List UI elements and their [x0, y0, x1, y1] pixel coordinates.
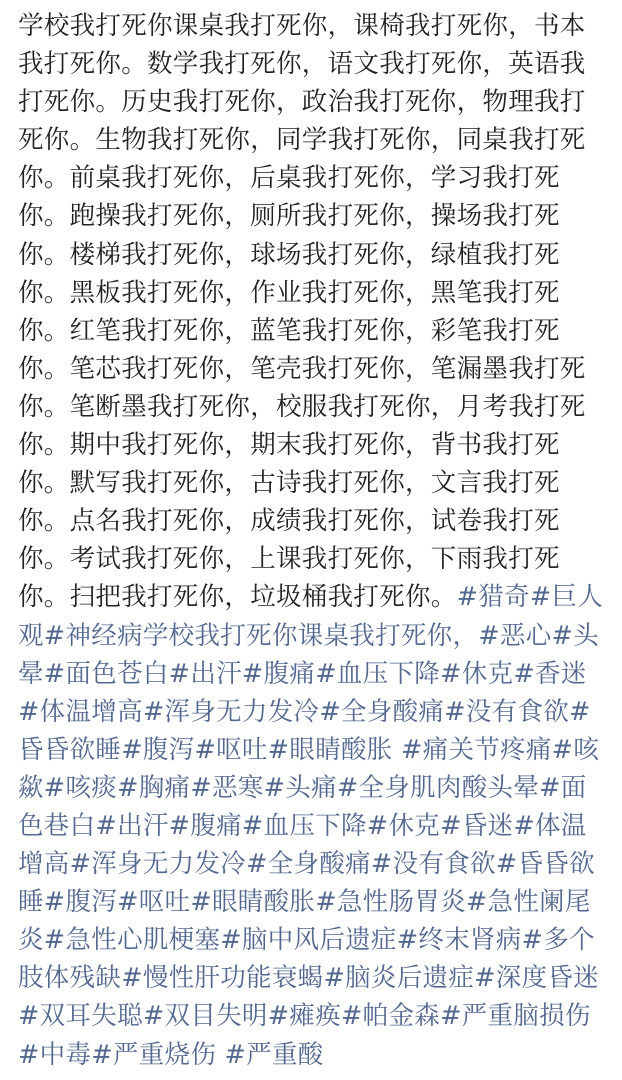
- post-body: [18, 7, 608, 1074]
- hashtag-text[interactable]: #猎奇#巨人观#神经病学校我打死你课桌我打死你，#恶心#头晕#面色苍白#出汗#腹痛#血压下降#休克#香迷#体温增高#浑身无力发冷#全身酸痛#没有食欲#昏昏欲睡#腹泻#呕吐#眼睛酸胀 #痛关节疼痛#咳歘#咳痰#胸痛#恶寒#头痛#全身肌肉酸头晕#面色巷白#出汗#腹痛#血压下降#休克#昏迷#体温增高#浑身无力发冷#全身酸痛#没有食欲#昏昏欲睡#腹泻#呕吐#眼睛酸胀#急性肠胃炎#急性阑尾炎#急性心肌梗塞#脑中风后遗症#终末肾病#多个肢体残缺#慢性肝功能衰蝎#脑炎后遗症#深度昏迷#双耳失聪#双目失明#瘫痪#帕金森#严重脑损伤 #中毒#严重烧伤 #严重酸: [18, 582, 604, 1070]
- post-text: 学校我打死你课桌我打死你，课椅我打死你，书本我打死你。数学我打死你，语文我打死你，英语我打死你。历史我打死你，政治我打死你，物理我打死你。生物我打死你，同学我打死你，同桌我打死你。前桌我打死你，后桌我打死你，学习我打死你。跑操我打死你，厕所我打死你，操场我打死你。楼梯我打死你，球场我打死你，绿植我打死你。黑板我打死你，作业我打死你，黑笔我打死你。红笔我打死你，蓝笔我打死你，彩笔我打死你。笔芯我打死你，笔壳我打死你，笔漏墨我打死你。笔断墨我打死你，校服我打死你，月考我打死你。期中我打死你，期末我打死你，背书我打死你。默写我打死你，古诗我打死你，文言我打死你。点名我打死你，成绩我打死你，试卷我打死你。考试我打死你，上课我打死你，下雨我打死你。扫把我打死你，垃圾桶我打死你。: [18, 11, 586, 613]
